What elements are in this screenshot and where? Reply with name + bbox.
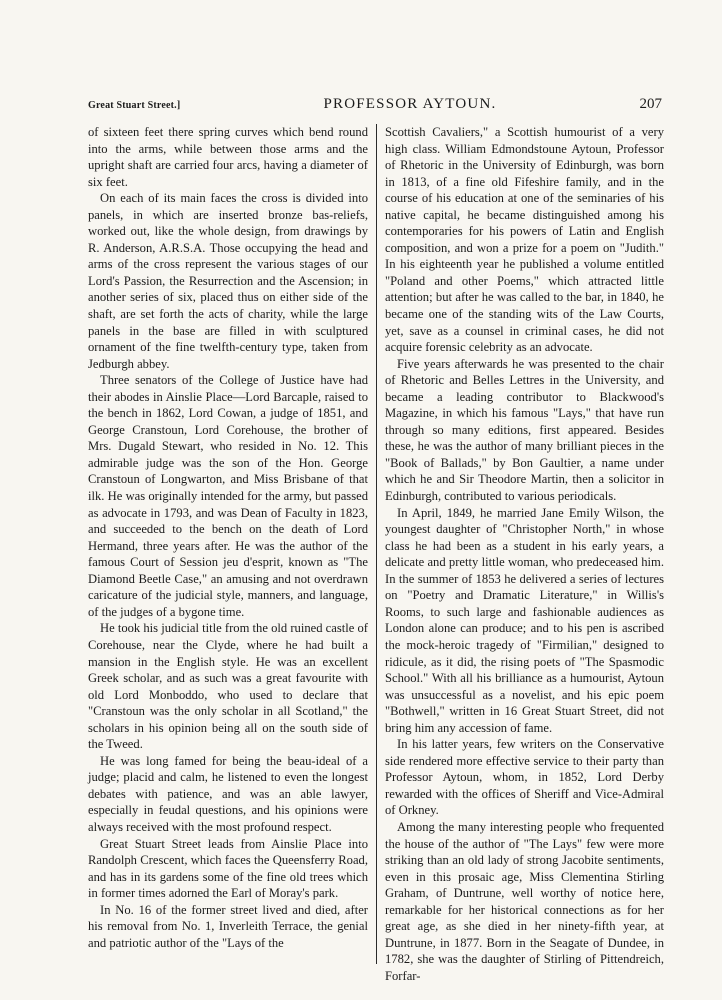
left-column xyxy=(88,124,376,964)
paragraph: Among the many interesting people who frequented the house of the author of "The Lays" few were more striking than an old lady of strong Jacobite sentiments, even in this prosaic age, Miss Clementina Stirling Graham, of Duntrune, well worthy of notice here, remarkable for her historical connections as for her great age, as she died in her ninety-fifth year, at Duntrune, in 1877. Born in the Seagate of Dundee, in 1782, she was the daughter of Stirling of Pittendreich, Forfar- xyxy=(385,819,664,983)
paragraph: of sixteen feet there spring curves which bend round into the arms, while between those arms and the upright shaft are carried four arcs, having a diameter of six feet. xyxy=(88,125,368,189)
paragraph: On each of its main faces the cross is divided into panels, in which are inserted bronze bas-reliefs, worked out, like the whole design, from drawings by R. Anderson, A.R.S.A. Those occupying the head and arms of the cross represent the various stages of our Lord's Passion, the Resurrection and the Ascension; in another series of six, placed thus on either side of the shaft, are set forth the acts of charity, while the large panels in the base are filled in with sculptured ornament of the fine twelfth-century type, taken from Jedburgh abbey. xyxy=(88,191,368,371)
right-column xyxy=(376,124,664,983)
paragraph: In April, 1849, he married Jane Emily Wilson, the youngest daughter of "Christopher North," in whose class he had been as a student in his early years, a delicate and pretty little woman, who predeceased him. In the summer of 1853 he delivered a series of lectures on "Poetry and Dramatic Literature," in Willis's Rooms, to such large and fashionable audiences as London alone can produce; and to his pen is ascribed the mock-heroic tragedy of "Firmilian," designed to ridicule, as it did, the rising poets of "The Spasmodic School." With all his brilliance as a humourist, Aytoun was unsuccessful as a novelist, and his epic poem "Bothwell," written in 16 Great Stuart Street, did not bring him any accession of fame. xyxy=(385,505,664,735)
paragraph: He took his judicial title from the old ruined castle of Corehouse, near the Clyde, where he had built a mansion in the English style. He was an excellent Greek scholar, and as such was a great favourite with old Lord Monboddo, who used to declare that "Cranstoun was the only scholar in all Scotland," the scholars in his opinion being all on the south side of the Tweed. xyxy=(88,621,368,752)
page-title: PROFESSOR AYTOUN. xyxy=(323,96,497,112)
running-header xyxy=(88,96,662,120)
paragraph: Five years afterwards he was presented to the chair of Rhetoric and Belles Lettres in the University, and became a leading contributor to Blackwood's Magazine, in which his famous "Lays," that have run through so many editions, first appeared. Besides these, he was the author of many brilliant pieces in the "Book of Ballads," by Bon Gaultier, a name under which he and Sir Theodore Martin, then a solicitor in Edinburgh, contributed to various periodicals. xyxy=(385,356,664,504)
paragraph: In No. 16 of the former street lived and died, after his removal from No. 1, Inverleith Terrace, the genial and patriotic author of the "Lays of the xyxy=(88,902,368,950)
text-columns xyxy=(88,124,664,983)
paragraph: He was long famed for being the beau-ideal of a judge; placid and calm, he listened to even the longest debates with patience, and was an able lawyer, especially in feudal questions, and his opinions were always received with the most profound respect. xyxy=(88,753,368,834)
paragraph: Great Stuart Street leads from Ainslie Place into Randolph Crescent, which faces the Queensferry Road, and has in its gardens some of the fine old trees which in former times adorned the Earl of Moray's park. xyxy=(88,836,368,901)
paragraph: Scottish Cavaliers," a Scottish humourist of a very high class. William Edmondstoune Aytoun, Professor of Rhetoric in the University of Edinburgh, was born in 1813, of a fine old Fifeshire family, and in the course of his education at one of the seminaries of his native capital, he became distinguished among his contemporaries for his powers of Latin and English composition, and won a prize for a poem on "Judith." In his eighteenth year he published a volume entitled "Poland and other Poems," which attracted little attention; but after he was called to the bar, in 1840, he became one of the standing wits of the Law Courts, yet, save as a counsel in criminal cases, he did not acquire forensic celebrity as an advocate. xyxy=(385,125,664,355)
paragraph: In his latter years, few writers on the Conservative side rendered more effective service to their party than Professor Aytoun, whom, in 1852, Lord Derby rewarded with the offices of Sheriff and Vice-Admiral of Orkney. xyxy=(385,737,664,818)
paragraph: Three senators of the College of Justice have had their abodes in Ainslie Place—Lord Barcaple, raised to the bench in 1862, Lord Cowan, a judge of 1851, and George Cranstoun, Lord Corehouse, the brother of Mrs. Dugald Stewart, who resided in No. 12. This admirable judge was the son of the Hon. George Cranstoun of Longwarton, and Miss Brisbane of that ilk. He was originally intended for the army, but passed as advocate in 1793, and was Dean of Faculty in 1823, and succeeded to the bench on the death of Lord Hermand, three years after. He was the author of the famous Court of Session jeu d'esprit, known as "The Diamond Beetle Case," an amusing and not overdrawn caricature of the judicial style, manners, and language, of the judges of a bygone time. xyxy=(88,373,368,619)
page-number: 207 xyxy=(639,96,662,112)
section-label: Great Stuart Street.] xyxy=(88,100,181,111)
